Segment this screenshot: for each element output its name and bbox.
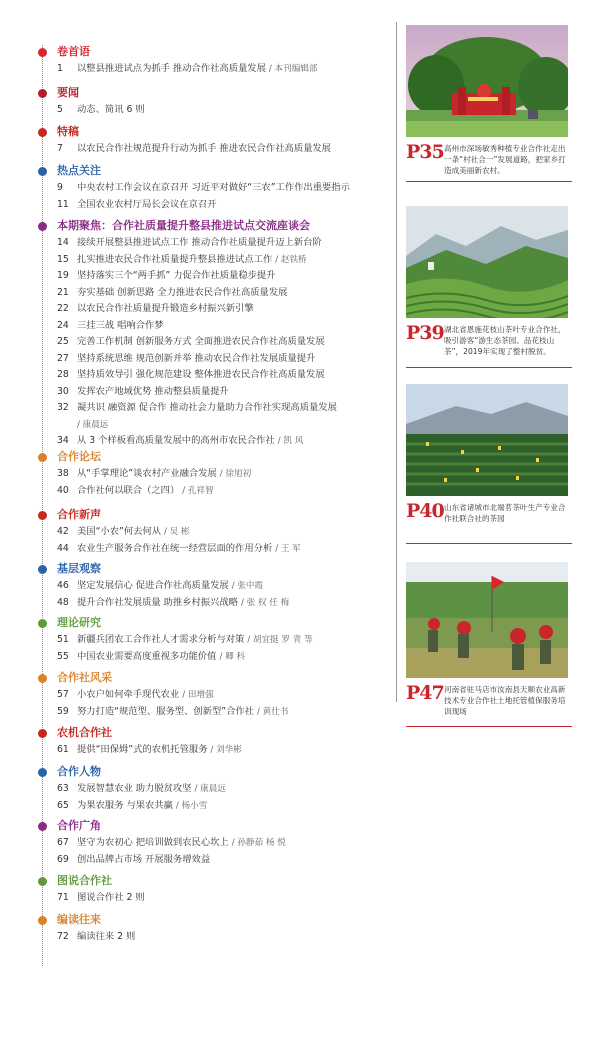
toc-section: [0, 614, 395, 665]
entry-text-line: [77, 384, 229, 401]
section-dot-icon: [38, 167, 47, 176]
section-header: [0, 448, 395, 466]
entry-page-number: 46: [57, 580, 69, 591]
entry-page-number: 11: [57, 198, 69, 210]
entry-title: 图说合作社 2 则: [77, 892, 145, 903]
entry-author: / 胡宜挺 罗 青 等: [247, 635, 312, 645]
entry-author: / 徐旭初: [220, 469, 251, 479]
entry-title: 从 3 个样板看高质量发展中的高州市农民合作社: [77, 435, 275, 446]
entry-title: 发挥农产地域优势 推动整县质量提升: [77, 385, 229, 397]
entry-page-number: 21: [57, 286, 69, 298]
entry-page-number: 51: [57, 634, 69, 645]
entry-title: 坚定发展信心 促进合作社高质量发展: [77, 580, 229, 591]
photo-caption-text: 高州市深场敏秀种植专业合作社走出一条“村社合一”发展道路，把家乡打造成美丽新农村。: [444, 144, 566, 175]
toc-section: [0, 162, 395, 213]
section-dot-icon: [38, 222, 47, 231]
section-header: [0, 560, 395, 578]
toc-entry[interactable]: [0, 102, 395, 119]
entry-title: 坚持系统思维 规范创新并举 推动农民合作社发展质量提升: [77, 352, 316, 364]
toc-entry[interactable]: [0, 578, 395, 595]
entry-page-number: 34: [57, 435, 69, 446]
photo-caption-p39: [406, 322, 572, 368]
entry-author: / 张中霞: [232, 581, 263, 591]
entry-text-line: [77, 835, 286, 852]
entry-text-line: [77, 852, 210, 869]
toc-section: [0, 763, 395, 814]
toc-entry[interactable]: [0, 595, 395, 612]
photo-p39-image: [406, 206, 568, 318]
toc-entry[interactable]: [0, 929, 395, 946]
entry-text-line: [77, 351, 315, 368]
entry-author: / 杨小雪: [176, 801, 207, 811]
entry-page-number: 48: [57, 596, 69, 608]
entry-text-line: [77, 524, 190, 541]
entry-title: 中央农村工作会议在京召开 习近平对做好“三农”工作作出重要指示: [77, 182, 350, 193]
section-title: 图说合作社: [57, 874, 112, 887]
section-title: 要闻: [57, 86, 79, 99]
entry-page-number: 32: [57, 402, 69, 413]
entry-text-line: [77, 632, 313, 649]
toc-entry[interactable]: [0, 252, 395, 269]
toc-entry[interactable]: [0, 197, 395, 214]
entry-text-line: [77, 367, 325, 384]
entry-text-line: [77, 890, 145, 907]
toc-entry[interactable]: [0, 417, 395, 434]
entry-author: / 赵铁桥: [275, 255, 306, 265]
entry-page-number: 71: [57, 892, 69, 903]
entry-author: / 本刊编辑部: [269, 64, 318, 74]
entry-page-number: 25: [57, 336, 69, 347]
entry-text-line: [77, 301, 254, 318]
entry-title: 完善工作机制 创新服务方式 全面推进农民合作社高质量发展: [77, 336, 325, 347]
photo-p47-image: [406, 562, 568, 678]
section-dot-icon: [38, 768, 47, 777]
section-header: [0, 506, 395, 524]
section-dot-icon: [38, 128, 47, 137]
entry-title: 小农户如何牵手现代农业: [77, 689, 180, 700]
entry-page-number: 42: [57, 526, 69, 537]
section-dot-icon: [38, 453, 47, 462]
entry-title: 以农民合作社规范提升行动为抓手 推进农民合作社高质量发展: [77, 143, 331, 154]
toc-section: [0, 817, 395, 868]
entry-title: 以农民合作社质量提升锻造乡村振兴新引擎: [77, 303, 254, 314]
entry-page-number: 1: [57, 63, 63, 74]
toc-entry[interactable]: [0, 687, 395, 704]
entry-text-line: [77, 704, 288, 721]
entry-text-line: [77, 578, 263, 595]
toc-entry[interactable]: [0, 334, 395, 351]
entry-page-number: 14: [57, 237, 69, 248]
entry-page-number: 63: [57, 783, 69, 794]
section-dot-icon: [38, 89, 47, 98]
entry-title: 夯实基础 创新思路 全力推进农民合作社高质量发展: [77, 286, 288, 298]
toc-section: [0, 84, 395, 119]
section-title: 基层观察: [57, 562, 101, 575]
entry-title: 发展智慧农业 助力脱贫攻坚: [77, 783, 192, 794]
entry-author: / 王 军: [275, 544, 301, 554]
section-dot-icon: [38, 565, 47, 574]
section-dot-icon: [38, 729, 47, 738]
entry-page-number: 72: [57, 931, 69, 942]
section-title: 特稿: [57, 125, 79, 138]
entry-page-number: 55: [57, 650, 69, 662]
entry-title: 坚持质效导引 强化规范建设 整体推进农民合作社高质量发展: [77, 369, 325, 380]
entry-title: 提供“田保姆”式的农机托管服务: [77, 744, 208, 755]
section-header: [0, 763, 395, 781]
entry-page-number: 57: [57, 689, 69, 700]
photo-p47: [406, 562, 568, 678]
toc-entry[interactable]: [0, 351, 395, 368]
toc-section: [0, 123, 395, 158]
toc-entry[interactable]: [0, 301, 395, 318]
section-header: [0, 162, 395, 180]
toc-entry[interactable]: [0, 466, 395, 483]
entry-text-line: [77, 466, 251, 483]
entry-author: / 康晨远: [77, 420, 108, 430]
toc-section: [0, 911, 395, 946]
entry-text-line: [77, 61, 318, 78]
toc-entry[interactable]: [0, 742, 395, 759]
entry-author: / 卿 科: [219, 652, 245, 662]
entry-title: 创出品牌占市场 开展服务增效益: [77, 853, 211, 865]
toc-entry[interactable]: [0, 141, 395, 158]
entry-text-line: [77, 798, 207, 815]
toc-section: [0, 724, 395, 759]
toc-entry[interactable]: [0, 524, 395, 541]
photo-caption-p40: [406, 500, 572, 544]
entry-title: 以整县推进试点为抓手 推动合作社高质量发展: [77, 63, 266, 74]
entry-title: 坚守为农初心 把培训做到农民心坎上: [77, 837, 229, 848]
entry-text-line: [77, 742, 242, 759]
entry-title: 从“手掌理论”谈农村产业融合发展: [77, 468, 217, 479]
entry-page-number: 30: [57, 385, 69, 397]
entry-text-line: [77, 334, 325, 351]
entry-author: / 吴 彬: [164, 527, 190, 537]
photo-p35-image: [406, 25, 568, 137]
entry-title: 编读往来 2 则: [77, 931, 136, 942]
entry-page-number: 27: [57, 352, 69, 364]
toc-entry[interactable]: [0, 180, 395, 197]
photo-caption-text: 湖北省恩施花枝山茶叶专业合作社，吸引游客“游生态茶园、品花枝山茶”，2019年实现了整村脱贫。: [444, 325, 566, 356]
section-dot-icon: [38, 619, 47, 628]
toc-entry[interactable]: [0, 632, 395, 649]
toc-entry[interactable]: [0, 649, 395, 666]
photo-caption-p47: [406, 682, 572, 727]
section-title: 理论研究: [57, 616, 101, 629]
entry-title: 凝共识 融资源 促合作 推动社会力量助力合作社实现高质量发展: [77, 402, 337, 413]
entry-title: 提升合作社发展质量 助推乡村振兴战略: [77, 596, 239, 608]
entry-text-line: [77, 285, 287, 302]
section-title: 合作论坛: [57, 450, 101, 463]
toc-entry[interactable]: [0, 400, 395, 417]
section-dot-icon: [38, 877, 47, 886]
section-header: [0, 911, 395, 929]
entry-text-line: [77, 197, 216, 214]
section-header: [0, 123, 395, 141]
toc-section: [0, 43, 395, 78]
entry-text-line: [77, 781, 226, 798]
toc-entry[interactable]: [0, 798, 395, 815]
entry-text-line: [77, 102, 145, 119]
divider-line: [396, 22, 397, 702]
entry-author: / 凯 风: [278, 436, 304, 446]
section-title: 本期聚焦：合作社质量提升整县推进试点交流座谈会: [57, 219, 310, 232]
section-title: 热点关注: [57, 164, 101, 177]
toc-section: [0, 872, 395, 907]
toc-entry[interactable]: [0, 541, 395, 558]
toc-section: [0, 217, 395, 450]
entry-title: 农业生产服务合作社在统一经营层面的作用分析: [77, 542, 273, 554]
entry-text-line: [77, 318, 164, 335]
section-header: [0, 817, 395, 835]
section-dot-icon: [38, 48, 47, 57]
section-header: [0, 724, 395, 742]
photo-p35: [406, 25, 568, 137]
entry-title: 动态、简讯 6 则: [77, 104, 145, 115]
photo-caption-text: 河南省驻马店市汝南县天顺农业高新技术专业合作社土地托管植保服务培训现场: [444, 685, 566, 716]
entry-title: 扎实推进农民合作社质量提升整县推进试点工作: [77, 253, 273, 265]
entry-author: / 孙静茹 杨 悦: [232, 838, 286, 848]
entry-title: 新疆兵团农工合作社人才需求分析与对策: [77, 634, 245, 645]
section-title: 合作广角: [57, 819, 101, 832]
entry-text-line: [77, 235, 322, 252]
toc-entry[interactable]: [0, 318, 395, 335]
toc-section: [0, 560, 395, 611]
entry-text-line: [77, 649, 245, 666]
toc-section: [0, 448, 395, 499]
entry-text-line: [77, 400, 337, 417]
section-title: 编读往来: [57, 913, 101, 926]
toc-entry[interactable]: [0, 61, 395, 78]
toc-section: [0, 506, 395, 557]
entry-text-line: [77, 483, 214, 500]
entry-text-line: [77, 252, 307, 269]
entry-title: 全国农业农村厅局长会议在京召开: [77, 198, 217, 210]
photo-page-number: P47: [406, 682, 444, 704]
entry-author: / 刘华彬: [210, 745, 241, 755]
toc-entry[interactable]: [0, 890, 395, 907]
section-header: [0, 84, 395, 102]
photo-caption-p35: [406, 141, 572, 182]
toc-entry[interactable]: [0, 704, 395, 721]
photo-p40: [406, 384, 568, 496]
photo-page-number: P35: [406, 141, 444, 163]
entry-page-number: 40: [57, 484, 69, 496]
entry-page-number: 44: [57, 542, 69, 554]
toc-entry[interactable]: [0, 835, 395, 852]
entry-page-number: 67: [57, 837, 69, 848]
section-dot-icon: [38, 674, 47, 683]
entry-title: 中国农业需要高度重视多功能价值: [77, 650, 217, 662]
entry-page-number: 22: [57, 303, 69, 314]
photo-p40-image: [406, 384, 568, 496]
entry-page-number: 24: [57, 319, 69, 331]
entry-page-number: 38: [57, 468, 69, 479]
section-title: 合作人物: [57, 765, 101, 778]
toc-entry[interactable]: [0, 285, 395, 302]
entry-text-line: [77, 180, 350, 197]
section-dot-icon: [38, 822, 47, 831]
entry-title: 为果农服务 与果农共赢: [77, 799, 173, 811]
section-header: [0, 669, 395, 687]
toc-entry[interactable]: [0, 781, 395, 798]
entry-page-number: 59: [57, 705, 69, 717]
toc-entry[interactable]: [0, 367, 395, 384]
section-dot-icon: [38, 511, 47, 520]
photo-page-number: P39: [406, 322, 444, 344]
section-header: [0, 614, 395, 632]
toc-section: [0, 669, 395, 720]
entry-page-number: 19: [57, 270, 69, 281]
toc-entry[interactable]: [0, 852, 395, 869]
section-title: 农机合作社: [57, 726, 112, 739]
entry-text-line: [77, 687, 214, 704]
photo-p39: [406, 206, 568, 318]
section-title: 合作新声: [57, 508, 101, 521]
entry-page-number: 5: [57, 104, 63, 115]
entry-page-number: 69: [57, 853, 69, 865]
section-dot-icon: [38, 916, 47, 925]
entry-title: 合作社何以联合（之四）: [77, 484, 180, 496]
toc-entry[interactable]: [0, 483, 395, 500]
toc-entry[interactable]: [0, 384, 395, 401]
entry-author: / 张 权 任 梅: [241, 598, 289, 608]
photo-caption-text: 山东省诸城市北端茗茶叶生产专业合作社联合社的茶园: [444, 503, 566, 523]
entry-author: / 田增强: [182, 690, 213, 700]
entry-author: / 孔祥智: [182, 486, 213, 496]
photo-page-number: P40: [406, 500, 444, 522]
section-title: 合作社风采: [57, 671, 112, 684]
toc-entry[interactable]: [0, 268, 395, 285]
entry-page-number: 15: [57, 253, 69, 265]
section-header: [0, 217, 395, 235]
entry-title: 坚持落实三个“两手抓” 力促合作社质量稳步提升: [77, 270, 276, 281]
entry-text-line: [77, 268, 276, 285]
entry-page-number: 28: [57, 369, 69, 380]
entry-title: 美国“小农”何去何从: [77, 526, 162, 537]
entry-author: / 康晨远: [195, 784, 226, 794]
entry-title: 三挂三战 唱响合作梦: [77, 319, 164, 331]
entry-text-line: [77, 541, 301, 558]
entry-page-number: 65: [57, 799, 69, 811]
section-title: 卷首语: [57, 45, 90, 58]
section-header: [0, 872, 395, 890]
entry-page-number: 7: [57, 143, 63, 154]
section-header: [0, 43, 395, 61]
entry-page-number: 61: [57, 744, 69, 755]
entry-title: 努力打造“规范型、服务型、创新型”合作社: [77, 705, 254, 717]
entry-text-line: [77, 141, 331, 158]
entry-text-line: [77, 929, 135, 946]
entry-text-line: [77, 417, 108, 434]
entry-author: / 黄仕书: [257, 707, 288, 717]
entry-title: 接续开展整县推进试点工作 推动合作社质量提升迈上新台阶: [77, 237, 322, 248]
entry-page-number: 9: [57, 182, 63, 193]
toc-entry[interactable]: [0, 235, 395, 252]
entry-text-line: [77, 595, 289, 612]
